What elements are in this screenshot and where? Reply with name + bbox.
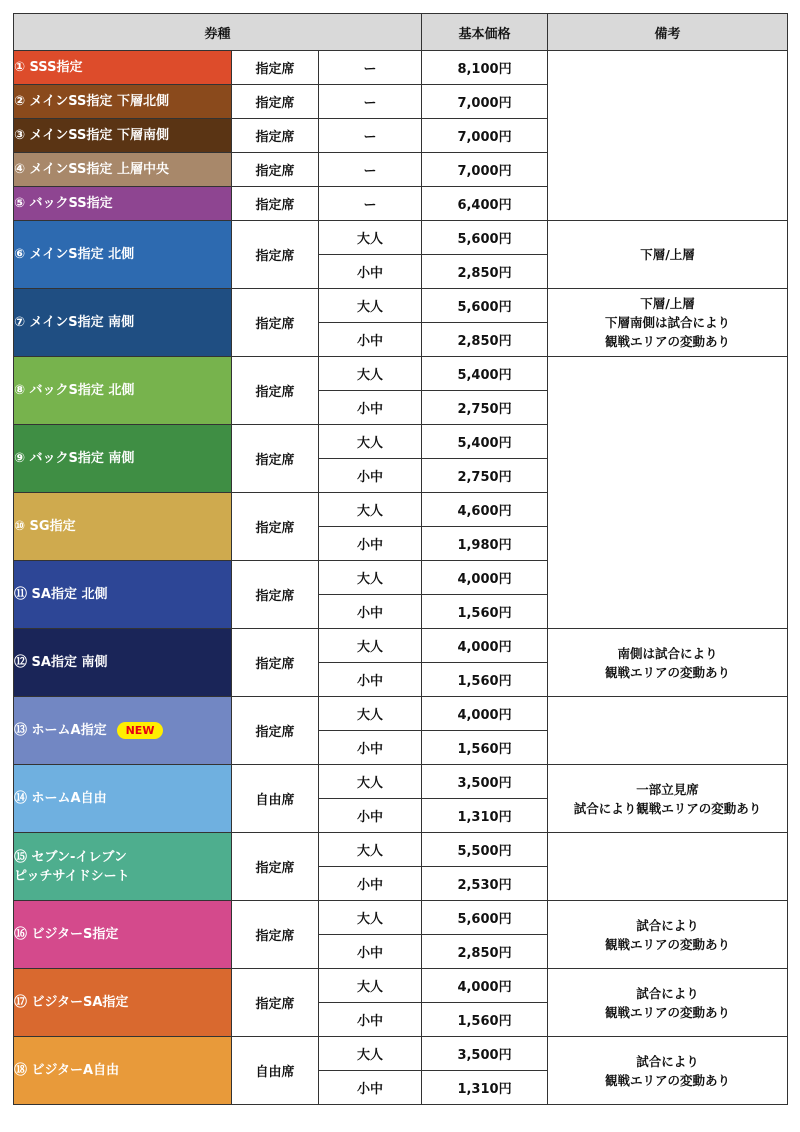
header-ticket-type: 券種 <box>14 14 422 51</box>
ticket-type-label: ⑪ SA指定 北側 <box>14 587 108 602</box>
age-category-cell: 大人 <box>319 221 422 255</box>
seat-type-cell: 指定席 <box>232 119 319 153</box>
price-cell: 1,560円 <box>422 663 548 697</box>
seat-type-cell: 指定席 <box>232 901 319 969</box>
ticket-type-label: ③ メインSS指定 下層南側 <box>14 128 169 143</box>
table-row <box>14 969 788 1003</box>
price-cell: 4,000円 <box>422 629 548 663</box>
ticket-type-cell <box>14 765 232 833</box>
ticket-type-cell <box>14 119 232 153</box>
remarks-cell: 試合により 観戦エリアの変動あり <box>548 969 788 1037</box>
ticket-type-cell <box>14 187 232 221</box>
ticket-type-label: ⑬ ホームA指定 <box>14 723 107 738</box>
ticket-type-label: ⑨ バックS指定 南側 <box>14 451 135 466</box>
seat-type-cell: 指定席 <box>232 51 319 85</box>
price-cell: 2,850円 <box>422 323 548 357</box>
age-category-cell: 大人 <box>319 289 422 323</box>
ticket-type-label: ⑮ セブン-イレブン ピッチサイドシート <box>14 849 130 884</box>
new-badge: NEW <box>117 722 164 739</box>
age-category-cell: 大人 <box>319 1037 422 1071</box>
ticket-type-cell <box>14 153 232 187</box>
remarks-cell <box>548 357 788 629</box>
table-row <box>14 765 788 799</box>
age-category-cell: 大人 <box>319 901 422 935</box>
remarks-cell: 南側は試合により 観戦エリアの変動あり <box>548 629 788 697</box>
seat-type-cell: 自由席 <box>232 765 319 833</box>
price-cell: 1,560円 <box>422 1003 548 1037</box>
age-category-cell: 大人 <box>319 357 422 391</box>
table-row <box>14 1037 788 1071</box>
remarks-cell: 下層/上層 下層南側は試合により 観戦エリアの変動あり <box>548 289 788 357</box>
price-cell: 5,600円 <box>422 289 548 323</box>
price-cell: 1,560円 <box>422 731 548 765</box>
age-category-cell: 小中 <box>319 527 422 561</box>
age-category-cell: 大人 <box>319 833 422 867</box>
price-cell: 5,600円 <box>422 901 548 935</box>
age-category-cell: ー <box>319 85 422 119</box>
ticket-type-cell <box>14 901 232 969</box>
remarks-cell: 試合により 観戦エリアの変動あり <box>548 1037 788 1105</box>
price-cell: 2,850円 <box>422 255 548 289</box>
ticket-type-label: ⑧ バックS指定 北側 <box>14 383 135 398</box>
age-category-cell: 大人 <box>319 629 422 663</box>
table-row <box>14 697 788 731</box>
ticket-type-cell <box>14 493 232 561</box>
ticket-type-cell <box>14 1037 232 1105</box>
age-category-cell: 小中 <box>319 323 422 357</box>
table-row <box>14 901 788 935</box>
ticket-type-label: ⑤ バックSS指定 <box>14 196 113 211</box>
header-base-price: 基本価格 <box>422 14 548 51</box>
remarks-cell: 試合により 観戦エリアの変動あり <box>548 901 788 969</box>
age-category-cell: ー <box>319 51 422 85</box>
price-cell: 7,000円 <box>422 153 548 187</box>
header-remarks: 備考 <box>548 14 788 51</box>
ticket-type-cell <box>14 561 232 629</box>
ticket-type-label: ⑭ ホームA自由 <box>14 791 107 806</box>
table-body <box>14 51 788 1105</box>
remarks-cell <box>548 697 788 765</box>
ticket-type-cell <box>14 221 232 289</box>
remarks-cell <box>548 833 788 901</box>
ticket-type-label: ⑯ ビジターS指定 <box>14 927 119 942</box>
age-category-cell: 小中 <box>319 391 422 425</box>
ticket-type-cell <box>14 629 232 697</box>
age-category-cell: 大人 <box>319 425 422 459</box>
price-cell: 3,500円 <box>422 1037 548 1071</box>
age-category-cell: 大人 <box>319 765 422 799</box>
age-category-cell: 小中 <box>319 935 422 969</box>
age-category-cell: ー <box>319 187 422 221</box>
remarks-cell: 下層/上層 <box>548 221 788 289</box>
price-cell: 5,600円 <box>422 221 548 255</box>
age-category-cell: 小中 <box>319 1071 422 1105</box>
price-cell: 7,000円 <box>422 85 548 119</box>
seat-type-cell: 指定席 <box>232 833 319 901</box>
price-cell: 3,500円 <box>422 765 548 799</box>
ticket-type-label: ⑱ ビジターA自由 <box>14 1063 120 1078</box>
seat-type-cell: 指定席 <box>232 697 319 765</box>
table-row <box>14 221 788 255</box>
ticket-type-label: ② メインSS指定 下層北側 <box>14 94 169 109</box>
seat-type-cell: 指定席 <box>232 187 319 221</box>
price-cell: 5,500円 <box>422 833 548 867</box>
price-cell: 5,400円 <box>422 357 548 391</box>
seat-type-cell: 自由席 <box>232 1037 319 1105</box>
price-cell: 1,310円 <box>422 1071 548 1105</box>
price-cell: 4,000円 <box>422 969 548 1003</box>
table-row <box>14 629 788 663</box>
age-category-cell: 大人 <box>319 561 422 595</box>
seat-type-cell: 指定席 <box>232 969 319 1037</box>
ticket-price-table <box>13 13 788 1105</box>
remarks-cell: 一部立見席 試合により観戦エリアの変動あり <box>548 765 788 833</box>
ticket-type-label: ④ メインSS指定 上層中央 <box>14 162 169 177</box>
ticket-type-label: ⑥ メインS指定 北側 <box>14 247 135 262</box>
price-cell: 8,100円 <box>422 51 548 85</box>
price-cell: 4,600円 <box>422 493 548 527</box>
ticket-type-cell <box>14 51 232 85</box>
ticket-type-cell <box>14 85 232 119</box>
seat-type-cell: 指定席 <box>232 153 319 187</box>
ticket-type-label: ⑰ ビジターSA指定 <box>14 995 129 1010</box>
age-category-cell: 大人 <box>319 697 422 731</box>
remarks-cell <box>548 51 788 221</box>
price-cell: 5,400円 <box>422 425 548 459</box>
price-cell: 6,400円 <box>422 187 548 221</box>
age-category-cell: 小中 <box>319 459 422 493</box>
ticket-type-label: ⑫ SA指定 南側 <box>14 655 108 670</box>
price-cell: 7,000円 <box>422 119 548 153</box>
price-cell: 2,750円 <box>422 459 548 493</box>
ticket-type-cell <box>14 357 232 425</box>
ticket-type-label: ⑦ メインS指定 南側 <box>14 315 135 330</box>
price-cell: 2,530円 <box>422 867 548 901</box>
price-cell: 4,000円 <box>422 697 548 731</box>
table-row <box>14 51 788 85</box>
age-category-cell: 小中 <box>319 663 422 697</box>
price-cell: 2,750円 <box>422 391 548 425</box>
age-category-cell: ー <box>319 119 422 153</box>
price-cell: 4,000円 <box>422 561 548 595</box>
age-category-cell: ー <box>319 153 422 187</box>
seat-type-cell: 指定席 <box>232 221 319 289</box>
seat-type-cell: 指定席 <box>232 493 319 561</box>
table-row <box>14 357 788 391</box>
price-cell: 2,850円 <box>422 935 548 969</box>
ticket-type-cell <box>14 833 232 901</box>
table-row <box>14 833 788 867</box>
seat-type-cell: 指定席 <box>232 85 319 119</box>
ticket-type-cell <box>14 425 232 493</box>
age-category-cell: 小中 <box>319 255 422 289</box>
table-row <box>14 289 788 323</box>
table-header-row <box>14 14 788 51</box>
ticket-type-label: ① SSS指定 <box>14 60 83 75</box>
ticket-type-cell <box>14 697 232 765</box>
seat-type-cell: 指定席 <box>232 425 319 493</box>
age-category-cell: 大人 <box>319 493 422 527</box>
age-category-cell: 小中 <box>319 595 422 629</box>
ticket-type-label: ⑩ SG指定 <box>14 519 76 534</box>
age-category-cell: 小中 <box>319 1003 422 1037</box>
age-category-cell: 小中 <box>319 731 422 765</box>
price-cell: 1,980円 <box>422 527 548 561</box>
price-cell: 1,310円 <box>422 799 548 833</box>
ticket-type-cell <box>14 289 232 357</box>
seat-type-cell: 指定席 <box>232 357 319 425</box>
age-category-cell: 小中 <box>319 799 422 833</box>
seat-type-cell: 指定席 <box>232 561 319 629</box>
price-cell: 1,560円 <box>422 595 548 629</box>
age-category-cell: 大人 <box>319 969 422 1003</box>
seat-type-cell: 指定席 <box>232 629 319 697</box>
age-category-cell: 小中 <box>319 867 422 901</box>
seat-type-cell: 指定席 <box>232 289 319 357</box>
ticket-type-cell <box>14 969 232 1037</box>
